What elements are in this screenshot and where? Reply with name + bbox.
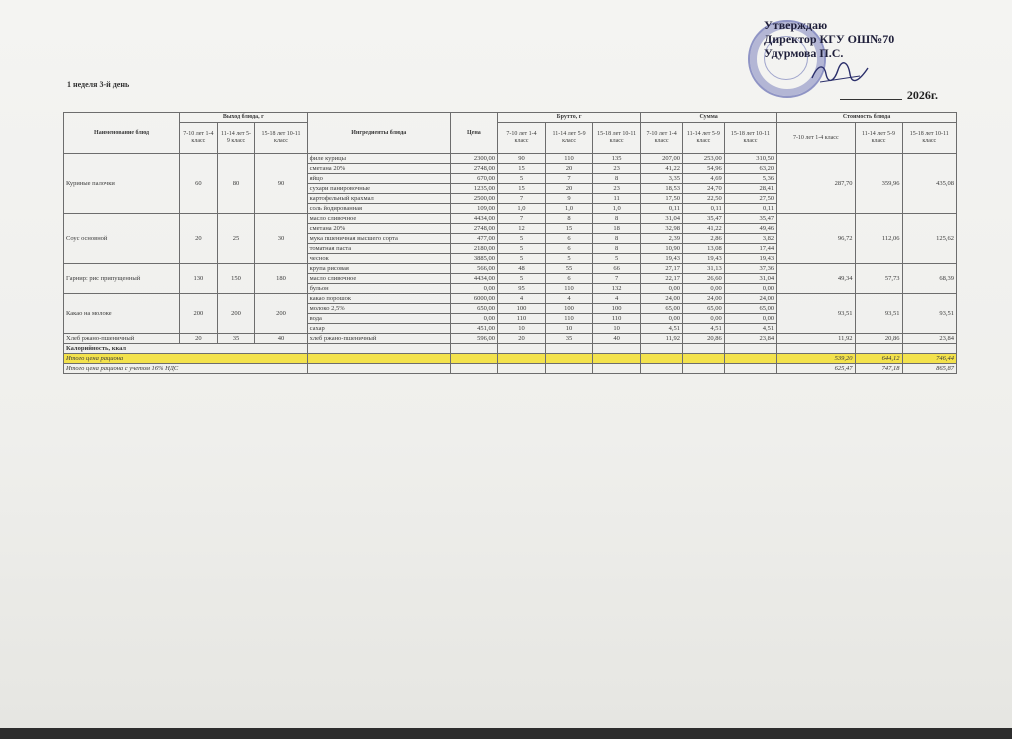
ingredient-sum-cell: 5,36: [724, 174, 776, 184]
ingredient-gross-cell: 7: [546, 174, 593, 184]
ingredient-sum-cell: 41,22: [641, 164, 683, 174]
dish-cost-cell: 112,06: [855, 214, 902, 264]
dish-cost-cell: 68,39: [902, 264, 956, 294]
dish-output-cell: 20: [180, 334, 218, 344]
table-row: [64, 334, 957, 344]
ingredient-gross-cell: 10: [497, 324, 545, 334]
ingredient-name-cell: молоко 2,5%: [307, 304, 450, 314]
ingredient-gross-cell: 100: [546, 304, 593, 314]
ingredient-sum-cell: 4,69: [682, 174, 724, 184]
ingredient-name-cell: какао порошок: [307, 294, 450, 304]
dish-output-cell: 40: [255, 334, 307, 344]
ingredient-sum-cell: 4,51: [724, 324, 776, 334]
ingredient-gross-cell: 55: [546, 264, 593, 274]
ingredient-gross-cell: 110: [546, 154, 593, 164]
ingredient-sum-cell: 2,39: [641, 234, 683, 244]
ingredient-sum-cell: 207,00: [641, 154, 683, 164]
ingredient-price-cell: 477,00: [450, 234, 497, 244]
ingredient-gross-cell: 8: [546, 214, 593, 224]
dish-output-cell: 130: [180, 264, 218, 294]
header-age-group: 11-14 лет 5-9 класс: [546, 123, 593, 154]
ingredient-gross-cell: 4: [546, 294, 593, 304]
ingredient-name-cell: крупа рисовая: [307, 264, 450, 274]
ingredient-gross-cell: 95: [497, 284, 545, 294]
dish-cost-cell: 93,51: [855, 294, 902, 334]
dish-cost-cell: 96,72: [777, 214, 855, 264]
ingredient-gross-cell: 48: [497, 264, 545, 274]
total-row: [64, 354, 957, 364]
dish-cost-cell: 287,70: [777, 154, 855, 214]
ingredient-sum-cell: 17,50: [641, 194, 683, 204]
dish-output-cell: 90: [255, 154, 307, 214]
ingredient-name-cell: сметана 20%: [307, 164, 450, 174]
ingredient-name-cell: масло сливочное: [307, 214, 450, 224]
dish-cost-cell: 93,51: [777, 294, 855, 334]
dish-name-cell: Куриные палочки: [64, 154, 180, 214]
ingredient-gross-cell: 15: [497, 184, 545, 194]
ingredient-sum-cell: 0,11: [682, 204, 724, 214]
ingredient-gross-cell: 11: [593, 194, 641, 204]
ingredient-sum-cell: 0,00: [724, 314, 776, 324]
header-age-group: 7-10 лет 1-4 класс: [641, 123, 683, 154]
dish-cost-cell: 125,62: [902, 214, 956, 264]
ingredient-gross-cell: 20: [546, 184, 593, 194]
ingredient-gross-cell: 20: [546, 164, 593, 174]
ingredient-gross-cell: 23: [593, 164, 641, 174]
ingredient-sum-cell: 65,00: [641, 304, 683, 314]
ingredient-name-cell: филе курицы: [307, 154, 450, 164]
ingredient-gross-cell: 18: [593, 224, 641, 234]
ingredient-gross-cell: 110: [497, 314, 545, 324]
dish-output-cell: 60: [180, 154, 218, 214]
ingredient-gross-cell: 5: [497, 234, 545, 244]
dish-name-cell: Какао на молоке: [64, 294, 180, 334]
ingredient-sum-cell: 11,92: [641, 334, 683, 344]
table-row: [64, 214, 957, 224]
ingredient-gross-cell: 15: [546, 224, 593, 234]
ingredient-sum-cell: 0,00: [641, 314, 683, 324]
menu-table-body: [64, 154, 957, 344]
ingredient-sum-cell: 27,50: [724, 194, 776, 204]
ingredient-name-cell: хлеб ржано-пшеничный: [307, 334, 450, 344]
ingredient-gross-cell: 5: [593, 254, 641, 264]
ingredient-sum-cell: 37,36: [724, 264, 776, 274]
ingredient-sum-cell: 20,86: [682, 334, 724, 344]
ingredient-gross-cell: 10: [593, 324, 641, 334]
ingredient-sum-cell: 31,04: [724, 274, 776, 284]
ingredient-gross-cell: 132: [593, 284, 641, 294]
ingredient-name-cell: сметана 20%: [307, 224, 450, 234]
ingredient-sum-cell: 41,22: [682, 224, 724, 234]
dish-output-cell: 25: [217, 214, 255, 264]
total-value: 539,20: [777, 354, 855, 364]
ingredient-price-cell: 4434,00: [450, 274, 497, 284]
ingredient-sum-cell: 0,11: [724, 204, 776, 214]
ingredient-sum-cell: 253,00: [682, 154, 724, 164]
ingredient-name-cell: мука пшеничная высшего сорта: [307, 234, 450, 244]
total-vat-value: 625,47: [777, 364, 855, 374]
ingredient-gross-cell: 9: [546, 194, 593, 204]
ingredient-gross-cell: 66: [593, 264, 641, 274]
ingredient-gross-cell: 8: [593, 214, 641, 224]
ingredient-sum-cell: 31,13: [682, 264, 724, 274]
ingredient-gross-cell: 110: [593, 314, 641, 324]
ingredient-price-cell: 670,00: [450, 174, 497, 184]
table-row: [64, 264, 957, 274]
total-label: Итого цена рациона: [64, 354, 308, 364]
ingredient-price-cell: 2180,00: [450, 244, 497, 254]
header-dish-name: Наименование блюд: [64, 113, 180, 154]
ingredient-sum-cell: 32,98: [641, 224, 683, 234]
ingredient-name-cell: яйцо: [307, 174, 450, 184]
ingredient-gross-cell: 100: [497, 304, 545, 314]
ingredient-name-cell: сахар: [307, 324, 450, 334]
ingredient-sum-cell: 27,17: [641, 264, 683, 274]
header-price: Цена: [450, 113, 497, 154]
week-day-label: 1 неделя 3-й день: [67, 80, 130, 89]
dish-cost-cell: 93,51: [902, 294, 956, 334]
dish-name-cell: Соус основной: [64, 214, 180, 264]
dish-output-cell: 150: [217, 264, 255, 294]
ingredient-sum-cell: 4,51: [641, 324, 683, 334]
ingredient-sum-cell: 49,46: [724, 224, 776, 234]
dish-cost-cell: 20,86: [855, 334, 902, 344]
dish-cost-cell: 49,34: [777, 264, 855, 294]
ingredient-sum-cell: 310,50: [724, 154, 776, 164]
ingredient-gross-cell: 6: [546, 244, 593, 254]
dish-name-cell: Гарнир: рис припущенный: [64, 264, 180, 294]
dish-output-cell: 200: [255, 294, 307, 334]
ingredient-sum-cell: 0,00: [682, 314, 724, 324]
ingredient-gross-cell: 6: [546, 274, 593, 284]
total-vat-value: 747,18: [855, 364, 902, 374]
ingredient-sum-cell: 3,82: [724, 234, 776, 244]
ingredient-sum-cell: 13,08: [682, 244, 724, 254]
ingredient-gross-cell: 5: [497, 274, 545, 284]
ingredient-sum-cell: 26,60: [682, 274, 724, 284]
approval-person: Удурмова П.С.: [764, 46, 844, 60]
menu-cost-table: [63, 112, 957, 374]
dish-output-cell: 35: [217, 334, 255, 344]
ingredient-sum-cell: 22,50: [682, 194, 724, 204]
ingredient-name-cell: соль йодированная: [307, 204, 450, 214]
ingredient-gross-cell: 1,0: [546, 204, 593, 214]
ingredient-price-cell: 2748,00: [450, 224, 497, 234]
ingredient-gross-cell: 20: [497, 334, 545, 344]
ingredient-sum-cell: 0,00: [682, 284, 724, 294]
total-vat-value: 865,87: [902, 364, 956, 374]
ingredient-sum-cell: 24,00: [641, 294, 683, 304]
ingredient-name-cell: чеснок: [307, 254, 450, 264]
ingredient-gross-cell: 5: [497, 244, 545, 254]
ingredient-price-cell: 650,00: [450, 304, 497, 314]
header-sum: Сумма: [641, 113, 777, 123]
header-age-group: 7-10 лет 1-4 класс: [777, 123, 855, 154]
ingredient-sum-cell: 10,90: [641, 244, 683, 254]
ingredient-gross-cell: 15: [497, 164, 545, 174]
ingredient-price-cell: 0,00: [450, 314, 497, 324]
ingredient-price-cell: 2500,00: [450, 194, 497, 204]
header-age-group: 15-18 лет 10-11 класс: [593, 123, 641, 154]
ingredient-price-cell: 3885,00: [450, 254, 497, 264]
ingredient-gross-cell: 110: [546, 284, 593, 294]
dish-output-cell: 200: [180, 294, 218, 334]
ingredient-sum-cell: 0,11: [641, 204, 683, 214]
ingredient-price-cell: 4434,00: [450, 214, 497, 224]
ingredient-sum-cell: 18,53: [641, 184, 683, 194]
table-row: [64, 294, 957, 304]
ingredient-sum-cell: 3,35: [641, 174, 683, 184]
dish-output-cell: 180: [255, 264, 307, 294]
ingredient-price-cell: 2300,00: [450, 154, 497, 164]
ingredient-gross-cell: 8: [593, 244, 641, 254]
ingredient-sum-cell: 22,17: [641, 274, 683, 284]
ingredient-sum-cell: 19,43: [682, 254, 724, 264]
ingredient-gross-cell: 1,0: [497, 204, 545, 214]
ingredient-price-cell: 1235,00: [450, 184, 497, 194]
ingredient-gross-cell: 7: [497, 214, 545, 224]
ingredient-sum-cell: 24,00: [682, 294, 724, 304]
total-value: 644,12: [855, 354, 902, 364]
ingredient-gross-cell: 100: [593, 304, 641, 314]
ingredient-sum-cell: 24,00: [724, 294, 776, 304]
ingredient-sum-cell: 0,00: [724, 284, 776, 294]
ingredient-sum-cell: 19,43: [724, 254, 776, 264]
ingredient-gross-cell: 4: [497, 294, 545, 304]
ingredient-gross-cell: 135: [593, 154, 641, 164]
header-age-group: 11-14 лет 5-9 класс: [682, 123, 724, 154]
approval-date: 2026г.: [906, 88, 938, 102]
ingredient-gross-cell: 10: [546, 324, 593, 334]
ingredient-sum-cell: 19,43: [641, 254, 683, 264]
header-gross: Брутто, г: [497, 113, 640, 123]
dish-output-cell: 20: [180, 214, 218, 264]
approval-title: Утверждаю: [764, 18, 828, 32]
ingredient-sum-cell: 31,04: [641, 214, 683, 224]
ingredient-sum-cell: 35,47: [682, 214, 724, 224]
dish-cost-cell: 11,92: [777, 334, 855, 344]
header-age-group: 15-18 лет 10-11 класс: [255, 123, 307, 154]
dish-output-cell: 80: [217, 154, 255, 214]
ingredient-price-cell: 0,00: [450, 284, 497, 294]
dish-cost-cell: 359,96: [855, 154, 902, 214]
ingredient-price-cell: 2748,00: [450, 164, 497, 174]
ingredient-sum-cell: 23,84: [724, 334, 776, 344]
header-age-group: 7-10 лет 1-4 класс: [180, 123, 218, 154]
calorie-label: Калорийность, ккал: [64, 344, 308, 354]
ingredient-sum-cell: 0,00: [641, 284, 683, 294]
ingredient-sum-cell: 4,51: [682, 324, 724, 334]
ingredient-name-cell: масло сливочное: [307, 274, 450, 284]
total-value: 746,44: [902, 354, 956, 364]
ingredient-price-cell: 451,00: [450, 324, 497, 334]
ingredient-gross-cell: 5: [497, 174, 545, 184]
page-bottom-edge: [0, 728, 1012, 739]
ingredient-name-cell: картофельный крахмал: [307, 194, 450, 204]
ingredient-name-cell: томатная паста: [307, 244, 450, 254]
ingredient-sum-cell: 65,00: [682, 304, 724, 314]
ingredient-price-cell: 6000,00: [450, 294, 497, 304]
ingredient-gross-cell: 110: [546, 314, 593, 324]
header-age-group: 11-14 лет 5-9 класс: [855, 123, 902, 154]
ingredient-sum-cell: 2,86: [682, 234, 724, 244]
ingredient-sum-cell: 35,47: [724, 214, 776, 224]
ingredient-gross-cell: 40: [593, 334, 641, 344]
calorie-row: [64, 344, 957, 354]
ingredient-sum-cell: 28,41: [724, 184, 776, 194]
approval-block: [764, 18, 895, 60]
header-age-group: 15-18 лет 10-11 класс: [902, 123, 956, 154]
ingredient-sum-cell: 24,70: [682, 184, 724, 194]
ingredient-gross-cell: 35: [546, 334, 593, 344]
ingredient-gross-cell: 23: [593, 184, 641, 194]
total-vat-row: [64, 364, 957, 374]
ingredient-sum-cell: 17,44: [724, 244, 776, 254]
ingredient-gross-cell: 8: [593, 234, 641, 244]
ingredient-gross-cell: 5: [546, 254, 593, 264]
ingredient-sum-cell: 65,00: [724, 304, 776, 314]
ingredient-name-cell: сухари панировочные: [307, 184, 450, 194]
ingredient-gross-cell: 5: [497, 254, 545, 264]
ingredient-price-cell: 596,00: [450, 334, 497, 344]
dish-name-cell: Хлеб ржано-пшеничный: [64, 334, 180, 344]
dish-cost-cell: 57,73: [855, 264, 902, 294]
header-age-group: 11-14 лет 5-9 класс: [217, 123, 255, 154]
ingredient-gross-cell: 7: [593, 274, 641, 284]
header-age-group: 15-18 лет 10-11 класс: [724, 123, 776, 154]
ingredient-gross-cell: 8: [593, 174, 641, 184]
header-output: Выход блюда, г: [180, 113, 308, 123]
ingredient-sum-cell: 63,20: [724, 164, 776, 174]
ingredient-gross-cell: 7: [497, 194, 545, 204]
ingredient-gross-cell: 90: [497, 154, 545, 164]
ingredient-gross-cell: 12: [497, 224, 545, 234]
header-age-group: 7-10 лет 1-4 класс: [497, 123, 545, 154]
header-ingredients: Ингредиенты блюда: [307, 113, 450, 154]
ingredient-gross-cell: 6: [546, 234, 593, 244]
dish-output-cell: 200: [217, 294, 255, 334]
ingredient-price-cell: 566,00: [450, 264, 497, 274]
dish-output-cell: 30: [255, 214, 307, 264]
dish-cost-cell: 435,08: [902, 154, 956, 214]
ingredient-name-cell: вода: [307, 314, 450, 324]
approval-position: Директор КГУ ОШ№70: [764, 32, 895, 46]
dish-cost-cell: 23,84: [902, 334, 956, 344]
header-cost: Стоимость блюда: [777, 113, 957, 123]
signature: [810, 60, 870, 86]
total-vat-label: Итого цена рациона с учетом 16% НДС: [64, 364, 308, 374]
ingredient-name-cell: бульон: [307, 284, 450, 294]
ingredient-gross-cell: 4: [593, 294, 641, 304]
table-row: [64, 154, 957, 164]
ingredient-sum-cell: 54,96: [682, 164, 724, 174]
ingredient-price-cell: 109,00: [450, 204, 497, 214]
ingredient-gross-cell: 1,0: [593, 204, 641, 214]
